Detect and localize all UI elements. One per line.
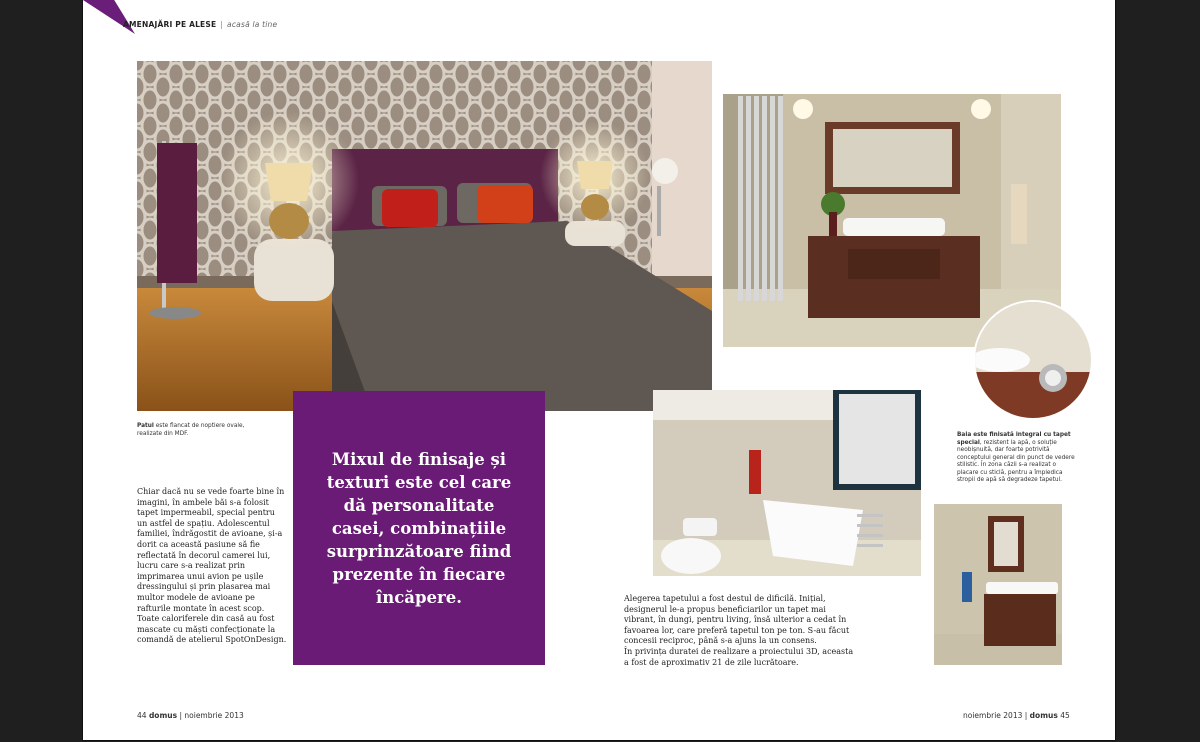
magazine-name-right: domus	[1029, 711, 1058, 720]
bed-caption-text: este flancat de noptiere ovale,	[153, 423, 245, 429]
pull-quote-box	[293, 391, 545, 665]
right-paragraph-1: Alegerea tapetului a fost destul de dificilă. Inițial, designerul le-a propus beneficiarilor un tapet mai vibrant, în dungi, pentru living, însă ulterior a cedat în favoarea lor, care preferă tapetul ton pe ton. S-au făcut concesii reciproc, până s-a ajuns la un consens.	[624, 594, 850, 646]
page-number-right: 45	[1060, 711, 1070, 720]
bath-caption-bold: Baia este finisată integral cu tapet special	[957, 432, 1071, 446]
magazine-name-left: domus	[148, 711, 178, 720]
bed-caption-bold: Patul	[137, 423, 154, 429]
bed-caption	[137, 423, 307, 438]
bath-caption-text: , rezistent la apă, o soluție neobișnuită, dar foarte potrivită conceptului general din punct de vedere stilistic. În zona căzii s-a realizat o placare cu sticlă, pentru a împiedica stropii de apă să degradeze tapetul.	[957, 439, 1075, 483]
left-article-text	[137, 487, 287, 646]
section-title: AMENAJĂRI PE ALESE	[123, 20, 217, 29]
folio-right	[963, 711, 1070, 720]
section-separator: |	[220, 20, 224, 29]
bathtub-photo	[653, 390, 921, 576]
issue-date-right: noiembrie 2013	[963, 711, 1023, 720]
bath-caption	[957, 432, 1077, 485]
bedroom-photo	[137, 61, 712, 411]
page-number-left: 44	[137, 711, 147, 720]
folio-separator-right: |	[1024, 711, 1028, 720]
right-article-text	[624, 594, 856, 668]
issue-date-left: noiembrie 2013	[184, 711, 244, 720]
small-bathroom-photo	[934, 504, 1062, 665]
bed-caption-line2: realizate din MDF.	[137, 430, 189, 437]
pull-quote-text: Mixul de finisaje și texturi este cel care dă personalitate casei, combinațiile surprinzătoare fiind prezente în fiecare încăpere.	[326, 449, 512, 607]
left-paragraph-2: Toate caloriferele din casă au fost mascate cu măști confecționate la comandă de atelierul SpotOnDesign.	[137, 614, 287, 645]
faucet-detail-photo	[973, 300, 1093, 420]
left-paragraph-1: Chiar dacă nu se vede foarte bine în imagini, în ambele băi s-a folosit tapet impermeabil, special pentru un astfel de spațiu. Adolescentul familiei, îndrăgostit de avioane, și-a dorit ca această pasiune să fie reflectată în decorul camerei lui, lucru care s-a realizat prin imprimarea unui avion pe ușile dressingului și prin plasarea mai multor modele de avioane pe rafturile montate în acest scop.	[137, 487, 285, 613]
section-header	[123, 20, 277, 29]
folio-separator-left: |	[179, 711, 182, 720]
magazine-spread	[83, 0, 1115, 740]
section-subtitle: acasă la tine	[227, 20, 278, 29]
folio-left	[137, 711, 244, 720]
right-paragraph-2: În privința duratei de realizare a proiectului 3D, aceasta a fost de aproximativ 21 de zile lucrătoare.	[624, 646, 854, 667]
